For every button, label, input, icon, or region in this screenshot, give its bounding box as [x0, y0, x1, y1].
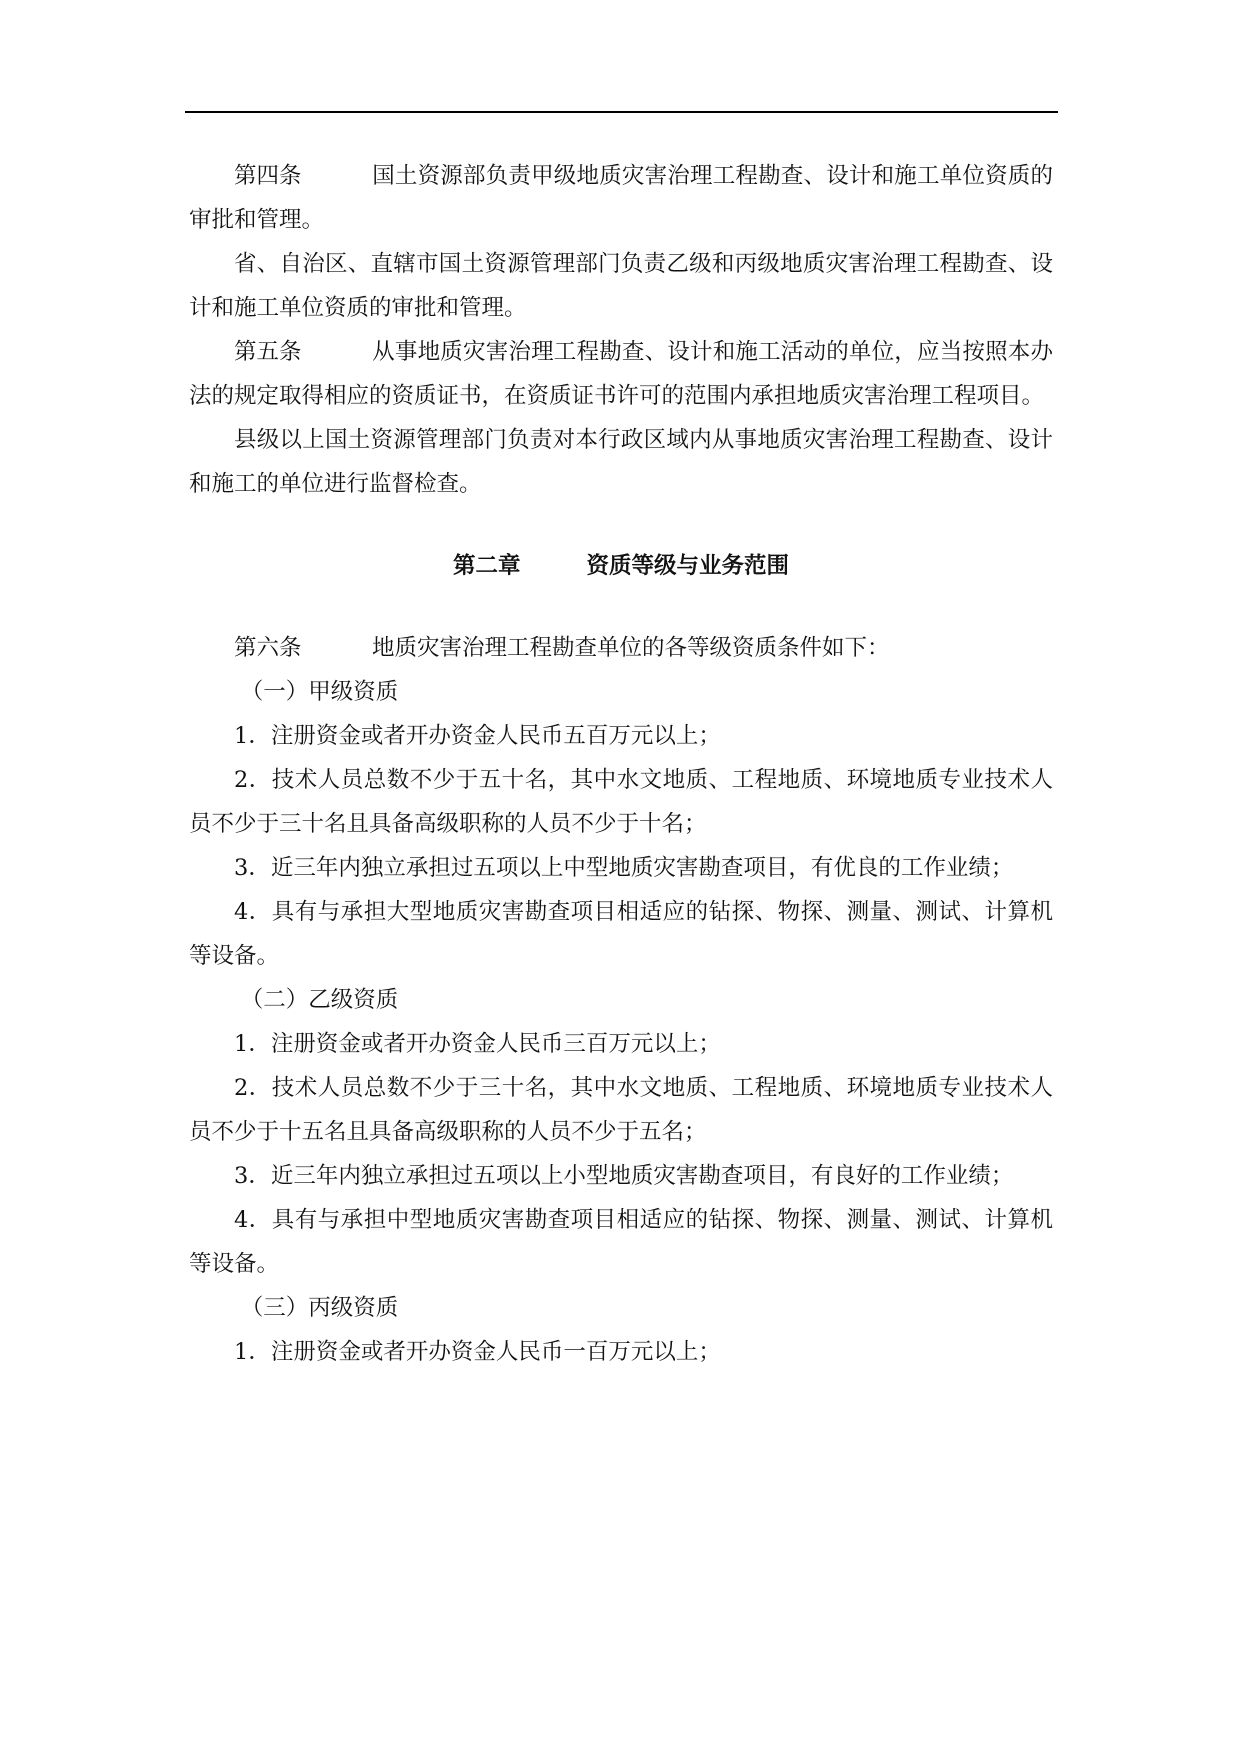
grade-b-heading: （二）乙级资质	[240, 987, 399, 1013]
grade-a-item: 2．技术人员总数不少于五十名，其中水文地质、工程地质、环境地质专业技术人员不少于三十名且具备高级职称的人员不少于十名；	[189, 767, 1053, 837]
grade-a-item: 3．近三年内独立承担过五项以上中型地质灾害勘查项目，有优良的工作业绩；	[234, 855, 1014, 881]
grade-a-item: 1．注册资金或者开办资金人民币五百万元以上；	[234, 723, 721, 749]
chapter-title: 资质等级与业务范围	[586, 553, 790, 579]
article-number: 第四条	[234, 163, 302, 189]
document-body	[189, 154, 1053, 1374]
grade-b-item: 4．具有与承担中型地质灾害勘查项目相适应的钻探、物探、测量、测试、计算机等设备。	[189, 1207, 1053, 1277]
grade-c-item: 1．注册资金或者开办资金人民币一百万元以上；	[234, 1339, 721, 1365]
article-4-paragraph-2: 省、自治区、直辖市国土资源管理部门负责乙级和丙级地质灾害治理工程勘查、设计和施工单位资质的审批和管理。	[189, 251, 1053, 321]
chapter-heading	[189, 544, 1053, 588]
article-text: 国土资源部负责甲级地质灾害治理工程勘查、设计和施工单位资质的审批和管理。	[189, 163, 1053, 233]
grade-a-item: 4．具有与承担大型地质灾害勘查项目相适应的钻探、物探、测量、测试、计算机等设备。	[189, 899, 1053, 969]
header-rule	[185, 111, 1058, 113]
article-text: 从事地质灾害治理工程勘查、设计和施工活动的单位，应当按照本办法的规定取得相应的资质证书，在资质证书许可的范围内承担地质灾害治理工程项目。	[189, 339, 1053, 409]
grade-a-heading: （一）甲级资质	[240, 679, 399, 705]
grade-b-item: 1．注册资金或者开办资金人民币三百万元以上；	[234, 1031, 721, 1057]
article-5	[189, 330, 1053, 418]
article-5-paragraph-2: 县级以上国土资源管理部门负责对本行政区域内从事地质灾害治理工程勘查、设计和施工的单位进行监督检查。	[189, 427, 1053, 497]
article-text: 地质灾害治理工程勘查单位的各等级资质条件如下：	[372, 635, 890, 661]
article-4	[189, 154, 1053, 242]
grade-c-heading: （三）丙级资质	[240, 1295, 399, 1321]
grade-b-item: 2．技术人员总数不少于三十名，其中水文地质、工程地质、环境地质专业技术人员不少于十五名且具备高级职称的人员不少于五名；	[189, 1075, 1053, 1145]
article-6	[189, 626, 1053, 670]
chapter-number: 第二章	[452, 553, 521, 579]
article-number: 第六条	[234, 635, 302, 661]
article-number: 第五条	[234, 339, 302, 365]
grade-b-item: 3．近三年内独立承担过五项以上小型地质灾害勘查项目，有良好的工作业绩；	[234, 1163, 1014, 1189]
